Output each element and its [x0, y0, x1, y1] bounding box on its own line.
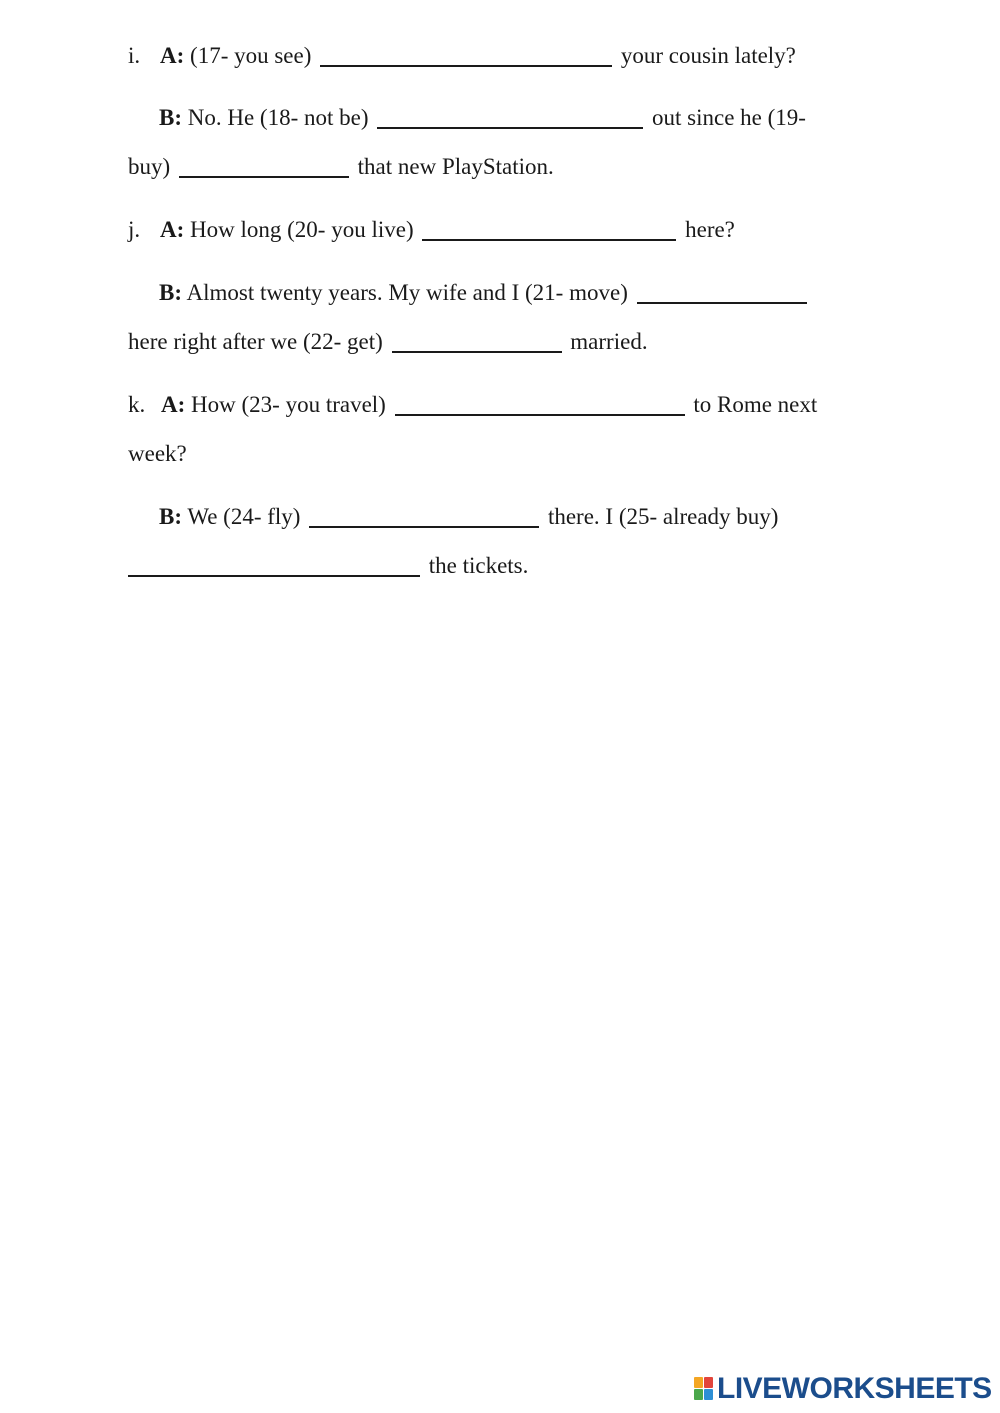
item-k-a-line2	[128, 439, 187, 469]
item-j-a-line	[128, 215, 735, 245]
speaker-label: B:	[159, 105, 182, 130]
prompt-text: to Rome next	[687, 392, 818, 417]
item-i-a-line	[128, 41, 796, 71]
item-i-b-line2	[128, 152, 554, 182]
item-label: k.	[128, 392, 146, 417]
prompt-text: We (24- fly)	[182, 504, 307, 529]
prompt-text: there. I (25- already buy)	[542, 504, 779, 529]
speaker-label: B:	[159, 280, 182, 305]
answer-blank-20[interactable]	[422, 239, 676, 241]
item-j-b-line2	[128, 327, 648, 357]
item-k-a-line1	[128, 390, 817, 420]
liveworksheets-brand	[694, 1374, 992, 1404]
prompt-text: week?	[128, 441, 187, 466]
speaker-label: A:	[161, 392, 186, 417]
item-k-b-line1	[159, 502, 778, 532]
answer-blank-17[interactable]	[320, 65, 612, 67]
answer-blank-22[interactable]	[392, 351, 562, 353]
prompt-text: the tickets.	[423, 553, 529, 578]
prompt-text: How (23- you travel)	[185, 392, 392, 417]
prompt-text: No. He (18- not be)	[182, 105, 375, 130]
prompt-text: here right after we (22- get)	[128, 329, 389, 354]
answer-blank-25[interactable]	[128, 575, 420, 577]
speaker-label: A:	[160, 217, 185, 242]
answer-blank-24[interactable]	[309, 526, 539, 528]
prompt-text: Almost twenty years. My wife and I (21- move)	[182, 280, 634, 305]
answer-blank-18[interactable]	[377, 127, 643, 129]
item-i-b-line1	[159, 103, 806, 133]
prompt-text: your cousin lately?	[615, 43, 796, 68]
answer-blank-19[interactable]	[179, 176, 349, 178]
prompt-text: How long (20- you live)	[184, 217, 420, 242]
prompt-text: (17- you see)	[184, 43, 318, 68]
item-label: i.	[128, 43, 141, 68]
speaker-label: A:	[160, 43, 185, 68]
answer-blank-21[interactable]	[637, 302, 807, 304]
liveworksheets-logo-icon	[694, 1377, 714, 1401]
prompt-text: out since he (19-	[646, 105, 806, 130]
answer-blank-23[interactable]	[395, 414, 685, 416]
speaker-label: B:	[159, 504, 182, 529]
brand-name: LIVEWORKSHEETS	[717, 1372, 992, 1405]
item-label: j.	[128, 217, 141, 242]
prompt-text: married.	[564, 329, 648, 354]
item-k-b-line2	[128, 551, 528, 581]
prompt-text: that new PlayStation.	[351, 154, 554, 179]
item-j-b-line1	[159, 278, 810, 308]
prompt-text: buy)	[128, 154, 176, 179]
prompt-text: here?	[679, 217, 735, 242]
